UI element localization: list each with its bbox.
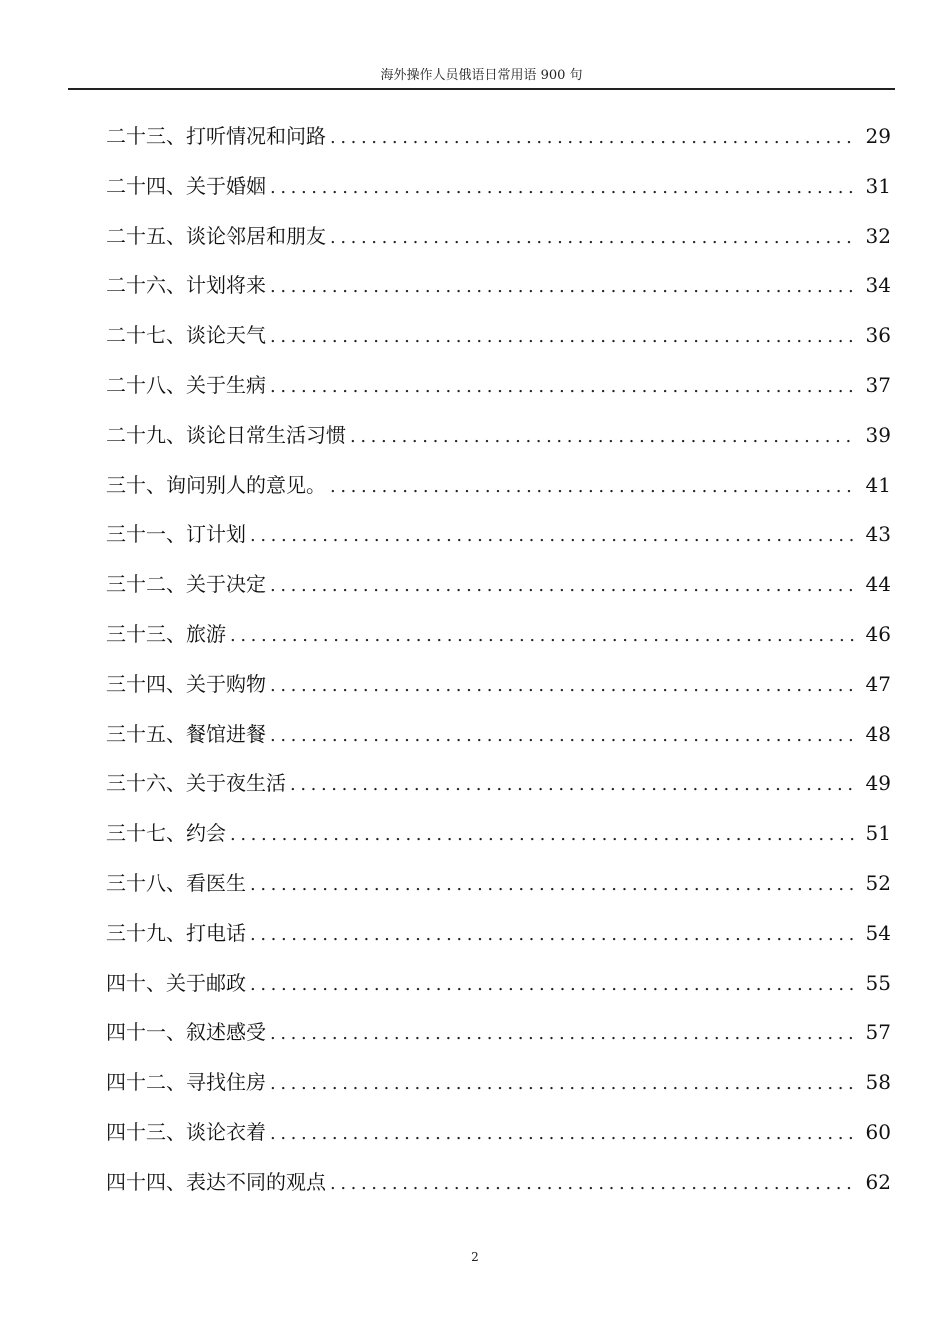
toc-dot-leader xyxy=(270,1114,856,1154)
toc-dot-leader xyxy=(250,516,856,556)
toc-entry-title: 二十五、谈论邻居和朋友 xyxy=(106,223,326,248)
toc-entry-title: 三十二、关于决定 xyxy=(106,572,266,597)
toc-dot-leader xyxy=(270,666,856,706)
toc-dot-leader xyxy=(270,1064,856,1104)
header-title: 海外操作人员俄语日常用语 900 句 xyxy=(380,68,583,83)
toc-dot-leader xyxy=(250,915,856,955)
toc-dot-leader xyxy=(270,168,856,208)
toc-entry-page-number: 36 xyxy=(865,323,891,348)
toc-entry-page-number: 54 xyxy=(865,920,891,945)
toc-entry-title: 四十四、表达不同的观点 xyxy=(106,1169,326,1194)
toc-entry[interactable] xyxy=(106,216,891,266)
toc-entry[interactable] xyxy=(106,265,891,315)
toc-entry-title: 四十三、谈论衣着 xyxy=(106,1119,266,1144)
toc-entry-title: 三十四、关于购物 xyxy=(106,671,266,696)
toc-entry[interactable] xyxy=(106,116,891,166)
toc-entry-title: 三十六、关于夜生活 xyxy=(106,771,286,796)
toc-dot-leader xyxy=(270,317,856,357)
toc-entry-title: 四十二、寻找住房 xyxy=(106,1070,266,1095)
toc-dot-leader xyxy=(250,865,856,905)
toc-entry-page-number: 44 xyxy=(865,572,891,597)
toc-entry[interactable] xyxy=(106,514,891,564)
toc-entry[interactable] xyxy=(106,664,891,714)
toc-entry-page-number: 49 xyxy=(865,771,891,796)
toc-entry-page-number: 48 xyxy=(865,721,891,746)
toc-entry-title: 二十七、谈论天气 xyxy=(106,323,266,348)
toc-entry[interactable] xyxy=(106,1112,891,1162)
toc-entry-page-number: 39 xyxy=(865,422,891,447)
toc-dot-leader xyxy=(230,616,856,656)
page-header xyxy=(68,66,895,90)
toc-entry-title: 四十一、叙述感受 xyxy=(106,1020,266,1045)
toc-dot-leader xyxy=(350,417,856,457)
toc-entry[interactable] xyxy=(106,913,891,963)
toc-entry-title: 二十四、关于婚姻 xyxy=(106,173,266,198)
toc-entry[interactable] xyxy=(106,763,891,813)
toc-entry[interactable] xyxy=(106,1162,891,1212)
toc-entry-page-number: 57 xyxy=(865,1020,891,1045)
toc-dot-leader xyxy=(290,765,856,805)
toc-dot-leader xyxy=(270,566,856,606)
toc-entry[interactable] xyxy=(106,1012,891,1062)
toc-entry-page-number: 51 xyxy=(865,821,891,846)
toc-entry-title: 三十九、打电话 xyxy=(106,920,246,945)
toc-entry-title: 二十八、关于生病 xyxy=(106,372,266,397)
toc-entry-title: 四十、关于邮政 xyxy=(106,970,246,995)
toc-entry[interactable] xyxy=(106,415,891,465)
toc-entry[interactable] xyxy=(106,365,891,415)
toc-entry[interactable] xyxy=(106,465,891,515)
toc-dot-leader xyxy=(250,965,856,1005)
toc-entry[interactable] xyxy=(106,863,891,913)
toc-dot-leader xyxy=(230,815,856,855)
toc-entry-page-number: 41 xyxy=(865,472,891,497)
toc-dot-leader xyxy=(330,118,856,158)
toc-entry-title: 三十八、看医生 xyxy=(106,870,246,895)
toc-dot-leader xyxy=(270,1014,856,1054)
toc-entry[interactable] xyxy=(106,714,891,764)
toc-entry-page-number: 62 xyxy=(865,1169,891,1194)
toc-entry-title: 二十六、计划将来 xyxy=(106,273,266,298)
toc-dot-leader xyxy=(270,267,856,307)
toc-dot-leader xyxy=(330,218,856,258)
toc-entry-page-number: 37 xyxy=(865,372,891,397)
toc-entry-page-number: 58 xyxy=(865,1070,891,1095)
toc-entry[interactable] xyxy=(106,315,891,365)
toc-entry[interactable] xyxy=(106,1062,891,1112)
toc-dot-leader xyxy=(270,367,856,407)
toc-entry-page-number: 34 xyxy=(865,273,891,298)
toc-entry-page-number: 31 xyxy=(865,173,891,198)
toc-entry-page-number: 32 xyxy=(865,223,891,248)
toc-entry[interactable] xyxy=(106,166,891,216)
toc-dot-leader xyxy=(330,467,856,507)
toc-entry-page-number: 29 xyxy=(865,124,891,148)
toc-entry-title: 二十九、谈论日常生活习惯 xyxy=(106,422,346,447)
toc-dot-leader xyxy=(270,716,856,756)
toc-dot-leader xyxy=(330,1164,856,1204)
page-number: 2 xyxy=(471,1250,479,1264)
toc-entry[interactable] xyxy=(106,963,891,1013)
toc-entry[interactable] xyxy=(106,614,891,664)
toc-entry-title: 三十五、餐馆进餐 xyxy=(106,721,266,746)
toc-entry[interactable] xyxy=(106,813,891,863)
toc-entry[interactable] xyxy=(106,564,891,614)
toc-entry-page-number: 52 xyxy=(865,870,891,895)
toc-entry-title: 二十三、打听情况和问路 xyxy=(106,124,326,148)
toc-entry-page-number: 46 xyxy=(865,621,891,646)
toc-entry-title: 三十七、约会 xyxy=(106,821,226,846)
toc-entry-title: 三十一、订计划 xyxy=(106,522,246,547)
toc-entry-page-number: 47 xyxy=(865,671,891,696)
toc-entry-title: 三十三、旅游 xyxy=(106,621,226,646)
table-of-contents xyxy=(106,116,891,1212)
toc-entry-page-number: 55 xyxy=(865,970,891,995)
toc-entry-page-number: 43 xyxy=(865,522,891,547)
toc-entry-title: 三十、询问别人的意见。 xyxy=(106,472,326,497)
toc-entry-page-number: 60 xyxy=(865,1119,891,1144)
